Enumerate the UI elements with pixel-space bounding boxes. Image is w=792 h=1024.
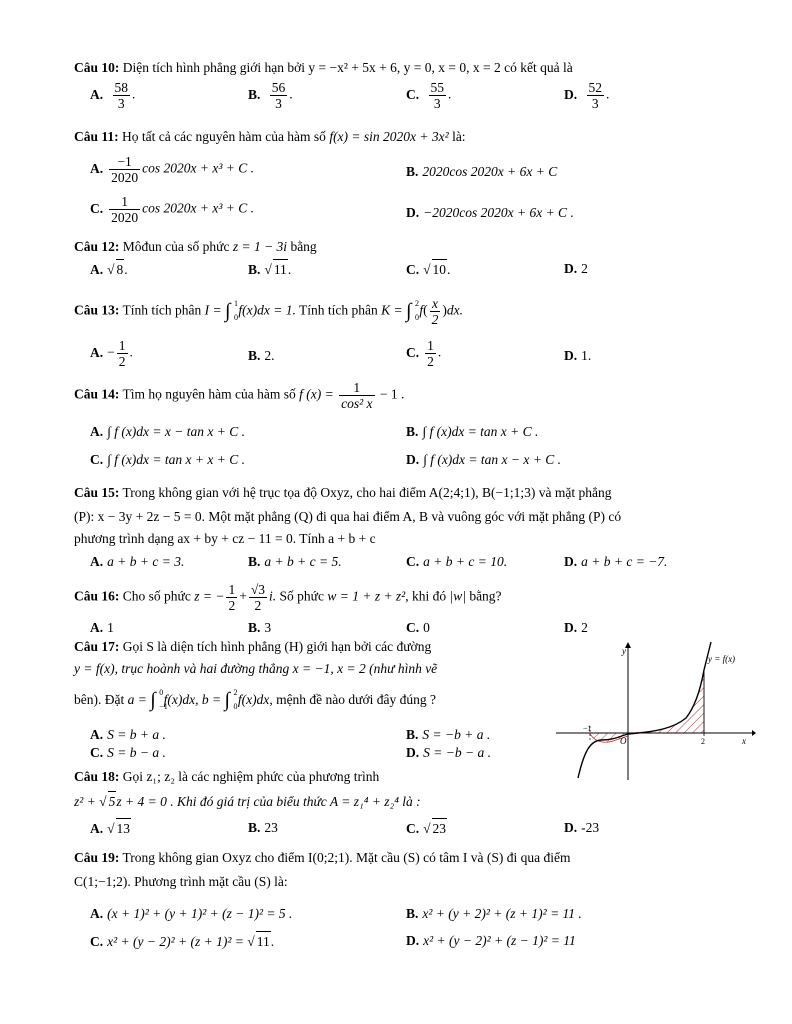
option-text: x² + (y − 2)² + (z − 1)² = 11	[423, 933, 576, 948]
option-c[interactable]	[90, 194, 254, 225]
option-text: ∫ f (x)dx = tan x + x + C .	[107, 452, 245, 467]
option-c[interactable]: C. $\frac{55}{3}$ .	[406, 80, 452, 111]
option-b[interactable]: B. √ 11.	[248, 259, 291, 279]
question-line: (P): x − 3y + 2z − 5 = 0. Một mặt phẳng (Q) đi qua hai điểm A, B và vuông góc với mặt phẳng (P) có	[74, 509, 622, 524]
option-letter: A.	[90, 821, 104, 836]
option-letter: A.	[90, 344, 104, 360]
option-letter: A.	[90, 424, 104, 439]
option-letter: B.	[248, 86, 261, 102]
option-letter: C.	[90, 200, 104, 216]
option-letter: C.	[90, 934, 104, 949]
x-axis-arrow	[752, 730, 756, 736]
option-letter: A.	[90, 727, 104, 742]
option-text: S = −b + a .	[422, 727, 491, 742]
question-line: z² + √ 5z + 4 = 0 . Khi đó giá trị của biểu thức A = z₁⁴ + z₂⁴ là :	[74, 791, 522, 811]
option-text: a + b + c = 10.	[423, 554, 508, 569]
option-d[interactable]	[406, 931, 576, 950]
origin-label: O	[620, 736, 627, 746]
option-a[interactable]	[90, 422, 245, 441]
question-stem: Môđun của số phức	[122, 239, 230, 254]
question-stem: Tìm họ nguyên hàm của hàm số	[122, 386, 296, 402]
question-label: Câu 18:	[74, 769, 120, 784]
question-12	[74, 237, 744, 256]
question-15	[74, 483, 744, 548]
option-a[interactable]	[90, 904, 292, 923]
question-14	[74, 380, 744, 411]
integral-sign: ∫ 0 −1	[150, 688, 168, 712]
option-letter: C.	[406, 262, 420, 277]
question-18	[74, 767, 522, 811]
option-d[interactable]	[406, 203, 574, 222]
option-text: a + b + c = −7.	[581, 554, 668, 569]
question-17	[74, 637, 522, 710]
option-text: S = b − a .	[107, 745, 166, 760]
fraction: $\frac{x}{2}$	[431, 296, 439, 327]
option-letter: A.	[90, 906, 104, 921]
option-text: cos 2020x + x³ + C .	[142, 160, 255, 176]
fraction: $\frac{1}{2}$	[427, 338, 434, 369]
option-letter: C.	[406, 554, 420, 569]
option-d[interactable]	[564, 618, 588, 637]
x-axis-label: x	[742, 736, 746, 746]
radicand: 8	[116, 259, 125, 279]
option-letter: A.	[90, 620, 104, 635]
option-b[interactable]: B. $\frac{56}{3}$ .	[248, 80, 293, 111]
option-letter: B.	[406, 727, 419, 742]
question-10	[74, 58, 744, 77]
radicand: 11	[256, 931, 271, 951]
option-text: (x + 1)² + (y + 1)² + (z − 1)² = 5 .	[107, 906, 293, 921]
option-letter: B.	[248, 620, 261, 635]
option-letter: A.	[90, 262, 104, 277]
question-label: Câu 13:	[74, 302, 120, 318]
fraction: $\frac{1}{\text{cos² x}}$	[341, 380, 373, 411]
option-d[interactable]	[564, 346, 591, 365]
option-text: 1	[107, 620, 114, 635]
option-a[interactable]: A. $\frac{58}{3}$ .	[90, 80, 136, 111]
option-letter: B.	[248, 348, 261, 363]
option-b[interactable]	[248, 618, 271, 637]
question-line: phương trình dạng ax + by + cz − 11 = 0. Tính a + b + c	[74, 531, 376, 546]
question-stem-tail: là:	[452, 129, 466, 144]
complex-number: z = 1 − 3i	[232, 239, 288, 254]
function-expr: f(x) = sin 2020x + 3x²	[329, 129, 449, 144]
question-label: Câu 19:	[74, 850, 120, 865]
option-text: S = b + a .	[107, 727, 166, 742]
area-graph	[556, 640, 756, 782]
differential: dx.	[446, 302, 463, 318]
fraction: $\frac{55}{3}$	[430, 80, 444, 111]
option-letter: D.	[406, 452, 420, 467]
option-letter: C.	[406, 344, 420, 360]
option-letter: D.	[564, 261, 578, 276]
question-stem: Số phức	[279, 588, 324, 604]
integral-lhs: I =	[204, 302, 222, 318]
option-b[interactable]	[406, 422, 538, 441]
option-letter: D.	[564, 620, 578, 635]
question-line: C(1;−1;2). Phương trình mặt cầu (S) là:	[74, 874, 288, 889]
shaded-region-right	[628, 670, 704, 733]
radicand: 23	[432, 818, 448, 838]
option-letter: A.	[90, 86, 104, 102]
w-expr: w = 1 + z + z²	[327, 588, 406, 604]
option-c[interactable]: C. √ 23	[406, 818, 447, 838]
question-19	[74, 848, 744, 891]
question-label: Câu 10:	[74, 60, 120, 75]
function-name: f	[419, 302, 424, 318]
option-text: 2020cos 2020x + 6x + C	[422, 164, 558, 179]
abs-w: |w|	[449, 588, 466, 604]
option-letter: B.	[406, 906, 419, 921]
radicand: 13	[116, 818, 132, 838]
option-text: x² + (y + 2)² + (z + 1)² = 11 .	[422, 906, 582, 921]
option-text: 2.	[264, 348, 275, 363]
option-text: 3	[264, 620, 272, 635]
question-label: Câu 11:	[74, 129, 119, 144]
option-letter: B.	[406, 424, 419, 439]
option-b[interactable]	[406, 904, 582, 923]
option-c[interactable]: C. $\frac{1}{2}$ .	[406, 338, 442, 369]
option-letter: B.	[248, 554, 261, 569]
option-letter: C.	[90, 745, 104, 760]
function-lhs: f (x) =	[299, 386, 334, 402]
option-letter: D.	[564, 348, 578, 363]
question-line: Gọi z₁; z₂ là các nghiệm phức của phương trình	[122, 769, 380, 784]
option-text: x² + (y − 2)² + (z + 1)² =	[107, 934, 248, 949]
option-letter: B.	[248, 262, 261, 277]
option-letter: A.	[90, 554, 104, 569]
option-letter: D.	[564, 820, 578, 835]
integral-sign: ∫ 2 0	[224, 688, 238, 712]
integral-sign: ∫ 1 0	[225, 299, 238, 322]
option-text: ∫ f (x)dx = x − tan x + C .	[107, 424, 245, 439]
fraction: $\frac{56}{3}$	[271, 80, 286, 111]
question-line: bên). Đặt a = ∫ 0 −1 f(x)dx, b = ∫ 2 0 f(x)dx, mệnh đề nào dưới đây đúng ?	[74, 688, 436, 712]
option-letter: D.	[406, 933, 420, 948]
option-d[interactable]	[564, 818, 599, 837]
curve-label: y = f(x)	[708, 654, 736, 664]
fraction: $\frac{1}{2}$	[228, 582, 236, 613]
option-d[interactable]: D. $\frac{52}{3}$ .	[564, 80, 610, 111]
option-d[interactable]	[406, 450, 561, 469]
option-letter: C.	[406, 821, 420, 836]
question-11	[74, 127, 744, 146]
option-letter: D.	[406, 205, 420, 220]
question-stem: Diện tích hình phẳng giới hạn bởi y = −x² + 5x + 6, y = 0, x = 0, x = 2 có kết quả là	[122, 60, 573, 75]
option-text: −2020cos 2020x + 6x + C .	[423, 205, 574, 220]
question-label: Câu 12:	[74, 239, 120, 254]
question-stem-tail: bằng	[290, 239, 317, 254]
tick-label-left: −1	[583, 724, 592, 733]
question-label: Câu 15:	[74, 485, 120, 500]
y-axis-label: y	[622, 646, 626, 656]
radicand: 11	[273, 259, 288, 279]
question-13: Câu 13: Tính tích phân I = ∫ 1 0 f(x)dx = 1. Tính tích phân K = ∫ 2 0 f( $\frac{x}{2}$ )dx.	[74, 296, 463, 327]
option-b[interactable]	[248, 818, 278, 837]
question-line: y = f(x), trục hoành và hai đường thẳng x = −1, x = 2 (như hình vẽ	[74, 661, 438, 676]
integral-lhs: K =	[381, 302, 403, 318]
option-text: 0	[423, 620, 430, 635]
option-d[interactable]	[564, 552, 667, 571]
option-text: -23	[581, 820, 600, 835]
option-letter: C.	[406, 620, 420, 635]
option-c[interactable]	[406, 618, 430, 637]
fraction: $\frac{52}{3}$	[588, 80, 602, 111]
question-stem: Họ tất cả các nguyên hàm của hàm số	[122, 129, 326, 144]
option-c[interactable]: C. x² + (y − 2)² + (z + 1)² = √ 11.	[90, 931, 274, 951]
question-stem: Tính tích phân	[298, 302, 378, 318]
fraction: $\frac{1}{2020}$	[111, 194, 139, 225]
question-label: Câu 16:	[74, 588, 120, 604]
option-a[interactable]	[90, 618, 114, 637]
option-text: a + b + c = 5.	[264, 554, 342, 569]
option-text: ∫ f (x)dx = tan x + C .	[422, 424, 539, 439]
option-letter: B.	[248, 820, 261, 835]
option-d[interactable]	[564, 259, 588, 278]
radicand: 10	[432, 259, 448, 279]
question-line: Trong không gian với hệ trục tọa độ Oxyz, cho hai điểm A(2;4;1), B(−1;1;3) và mặt phẳng	[122, 485, 612, 500]
option-b[interactable]	[406, 162, 557, 181]
tick-label-right: 2	[701, 737, 705, 746]
option-letter: D.	[564, 86, 578, 102]
z-lhs: z = −	[194, 588, 225, 604]
option-text: cos 2020x + x³ + C .	[142, 200, 255, 216]
option-a[interactable]	[90, 154, 254, 185]
option-c[interactable]	[406, 552, 507, 571]
option-b[interactable]	[248, 346, 275, 365]
curve-fx	[578, 642, 711, 778]
fraction: $\frac{58}{3}$	[114, 80, 128, 111]
option-a[interactable]: A. √ 13	[90, 818, 131, 838]
question-line: Trong không gian Oxyz cho điểm I(0;2;1). Mặt cầu (S) có tâm I và (S) đi qua điểm	[122, 850, 571, 865]
option-b[interactable]	[248, 552, 342, 571]
question-stem: Tính tích phân	[122, 302, 202, 318]
option-a[interactable]: A. − $\frac{1}{2}$ .	[90, 338, 133, 369]
integral-body: f(x)dx = 1.	[238, 302, 296, 318]
fraction: $\frac{√3}{2}$	[250, 582, 265, 613]
question-label: Câu 14:	[74, 386, 120, 402]
option-text: 2	[581, 620, 588, 635]
option-text: 23	[264, 820, 278, 835]
option-a[interactable]: A. √ 8.	[90, 259, 128, 279]
option-letter: B.	[406, 164, 419, 179]
fraction: $\frac{1}{2}$	[118, 338, 126, 369]
option-letter: A.	[90, 160, 104, 176]
option-text: S = −b − a .	[423, 745, 491, 760]
fraction: $\frac{-1}{2020}$	[111, 154, 139, 185]
option-letter: D.	[406, 745, 420, 760]
question-stem: Cho số phức	[122, 588, 191, 604]
integral-sign: ∫ 2 0	[405, 299, 419, 322]
option-d[interactable]	[406, 743, 491, 762]
question-16: Câu 16: Cho số phức z = − $\frac{1}{2}$ + $\frac{√3}{2}$ i. Số phức w = 1 + z + z², khi đó |w| bằng?	[74, 582, 502, 613]
option-c[interactable]: C. √ 10.	[406, 259, 450, 279]
option-b[interactable]	[406, 725, 490, 744]
option-letter: C.	[406, 86, 420, 102]
option-letter: D.	[564, 554, 578, 569]
option-c[interactable]	[90, 450, 245, 469]
question-line: Gọi S là diện tích hình phẳng (H) giới hạn bởi các đường	[122, 639, 432, 654]
option-c[interactable]	[90, 743, 166, 762]
option-text: a + b + c = 3.	[107, 554, 185, 569]
option-a[interactable]	[90, 552, 184, 571]
option-text: 2	[581, 261, 588, 276]
option-text: 1.	[581, 348, 592, 363]
option-a[interactable]	[90, 725, 166, 744]
function-tail: − 1 .	[379, 386, 405, 402]
option-text: ∫ f (x)dx = tan x − x + C .	[423, 452, 561, 467]
question-label: Câu 17:	[74, 639, 120, 654]
option-letter: C.	[90, 452, 104, 467]
